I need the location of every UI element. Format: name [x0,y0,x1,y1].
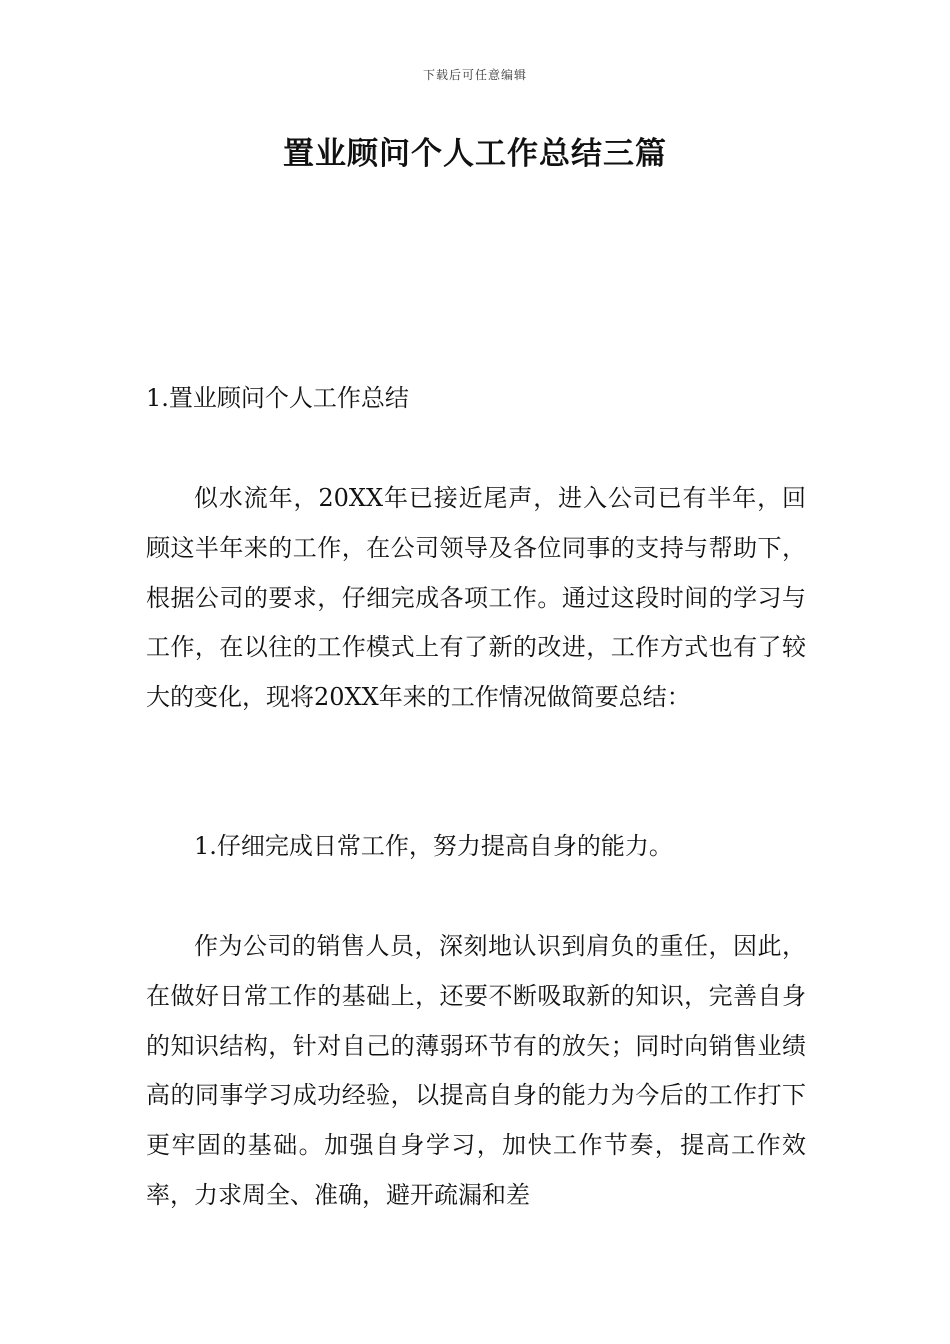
document-title: 置业顾问个人工作总结三篇 [283,136,667,172]
header-note: 下载后可任意编辑 [422,68,527,82]
body-paragraph: 作为公司的销售人员，深刻地认识到肩负的重任，因此，在做好日常工作的基础上，还要不断吸取新的知识，完善自身的知识结构，针对自己的薄弱环节有的放矢；同时向销售业绩高的同事学习成功经验，以提高自身的能力为今后的工作打下更牢固的基础。加强自身学习，加快工作节奏，提高工作效率，力求周全、准确，避开疏漏和差 [146,932,806,1209]
body-paragraph: 似水流年，20XX年已接近尾声，进入公司已有半年，回顾这半年来的工作，在公司领导及各位同事的支持与帮助下，根据公司的要求，仔细完成各项工作。通过这段时间的学习与工作，在以往的工作模式上有了新的改进，工作方式也有了较大的变化，现将20XX年来的工作情况做简要总结： [146,484,806,712]
section-heading: 1.置业顾问个人工作总结 [146,384,409,412]
subsection-heading: 1.仔细完成日常工作，努力提高自身的能力。 [194,832,673,860]
